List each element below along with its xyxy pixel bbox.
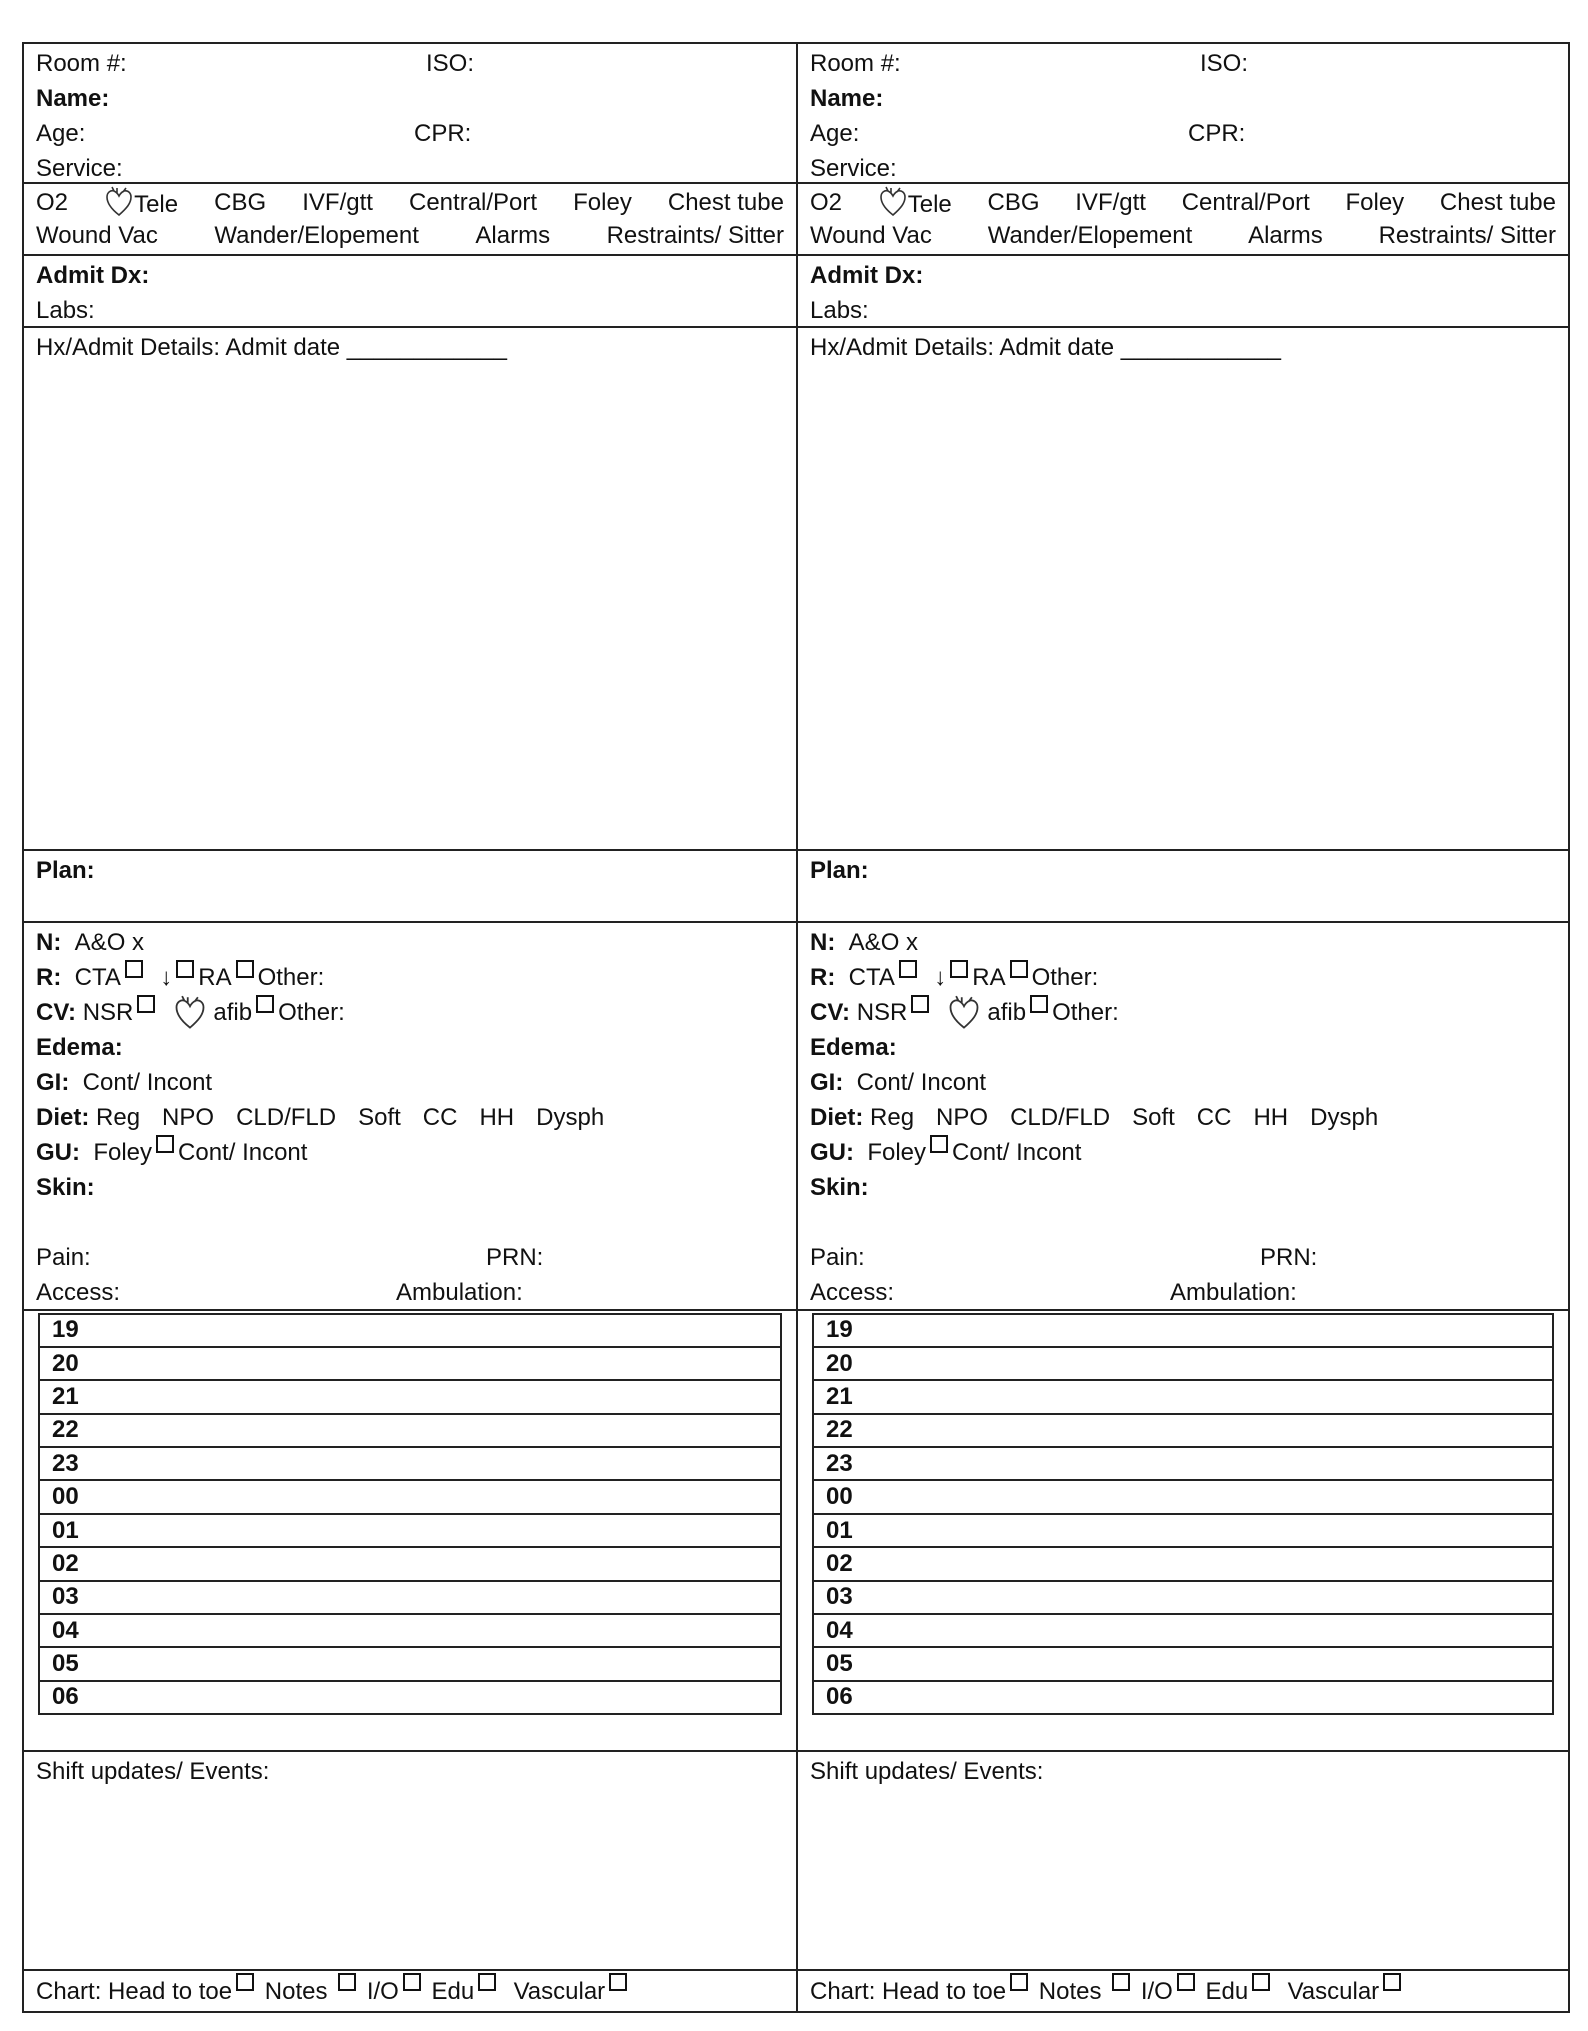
edu-checkbox[interactable]: [1252, 1973, 1270, 1991]
hour-cell[interactable]: 01: [39, 1514, 781, 1547]
access-label[interactable]: Access:: [810, 1278, 895, 1306]
hourly-section: [24, 1311, 796, 1752]
hour-row[interactable]: [39, 1681, 781, 1714]
hour-cell[interactable]: 19: [39, 1314, 781, 1347]
hour-cell[interactable]: 06: [39, 1681, 781, 1714]
care-tags-section: [24, 184, 796, 256]
diet-hh[interactable]: HH: [1253, 1103, 1289, 1131]
hour-cell[interactable]: 04: [39, 1614, 781, 1647]
tag-tele[interactable]: [878, 186, 952, 219]
hour-row[interactable]: [39, 1414, 781, 1447]
vascular-checkbox[interactable]: [609, 1973, 627, 1991]
care-tags-section: [798, 184, 1568, 256]
hourly-table: [812, 1313, 1554, 1716]
shift-updates-label: Shift updates/ Events:: [36, 1757, 270, 1785]
cpr-label[interactable]: CPR:: [1188, 120, 1246, 147]
tag-restraints[interactable]: Restraints/ Sitter: [1378, 222, 1556, 249]
tag-wound-vac[interactable]: Wound Vac: [36, 222, 158, 249]
room-label[interactable]: Room #:: [36, 50, 127, 77]
service-label[interactable]: Service:: [36, 155, 123, 182]
tag-wander[interactable]: Wander/Elopement: [987, 222, 1193, 249]
gi-label: GI:: [36, 1068, 70, 1096]
name-label[interactable]: Name:: [810, 85, 884, 112]
admit-dx-label[interactable]: Admit Dx:: [810, 261, 924, 289]
hour-cell[interactable]: 03: [813, 1581, 1553, 1614]
patient-column-left: [24, 44, 796, 2011]
tag-tele-label: Tele: [134, 191, 179, 218]
diet-npo[interactable]: NPO: [162, 1103, 215, 1131]
age-label[interactable]: Age:: [810, 120, 860, 147]
plan-label: Plan:: [36, 856, 95, 884]
systems-section: [798, 923, 1568, 1311]
hour-cell[interactable]: 22: [39, 1414, 781, 1447]
diet-cc[interactable]: CC: [422, 1103, 458, 1131]
chart-checklist-section: [798, 1971, 1568, 2011]
vascular-checkbox[interactable]: [1383, 1973, 1401, 1991]
hx-admit-label: Hx/Admit Details: Admit date ____________: [810, 333, 1281, 361]
hour-cell[interactable]: 21: [813, 1380, 1553, 1413]
chart-notes: Notes: [1038, 1978, 1102, 2005]
cta-checkbox[interactable]: [125, 960, 143, 978]
notes-checkbox[interactable]: [1112, 1973, 1130, 1991]
diet-dysph[interactable]: Dysph: [536, 1103, 605, 1131]
hour-row[interactable]: [813, 1380, 1553, 1413]
diet-soft[interactable]: Soft: [358, 1103, 401, 1131]
iso-label[interactable]: ISO:: [1200, 50, 1249, 77]
hour-cell[interactable]: 00: [813, 1480, 1553, 1513]
room-label[interactable]: Room #:: [810, 50, 901, 77]
skin-label[interactable]: Skin:: [36, 1173, 95, 1201]
hour-cell[interactable]: 04: [813, 1614, 1553, 1647]
head-to-toe-checkbox[interactable]: [236, 1973, 254, 1991]
diminished-checkbox[interactable]: [950, 960, 968, 978]
gu-label: GU:: [36, 1138, 80, 1166]
hour-row[interactable]: [813, 1514, 1553, 1547]
pain-label[interactable]: Pain:: [36, 1243, 91, 1271]
ambulation-label[interactable]: Ambulation:: [396, 1278, 523, 1306]
resp-label: R:: [810, 963, 836, 991]
tag-wound-vac[interactable]: Wound Vac: [810, 222, 932, 249]
chart-io: I/O: [1140, 1978, 1173, 2005]
cardio-nsr: NSR: [82, 998, 134, 1026]
chart-notes: Notes: [264, 1978, 328, 2005]
gi-text[interactable]: Cont/ Incont: [856, 1068, 987, 1096]
labs-label[interactable]: Labs:: [810, 296, 869, 324]
hour-cell[interactable]: 23: [39, 1447, 781, 1480]
hour-cell[interactable]: 20: [39, 1347, 781, 1380]
tag-o2[interactable]: O2: [36, 189, 69, 216]
hour-row[interactable]: [39, 1480, 781, 1513]
hour-row[interactable]: [813, 1347, 1553, 1380]
hour-row[interactable]: [813, 1314, 1553, 1347]
hour-row[interactable]: [39, 1380, 781, 1413]
down-arrow-icon: ↓: [934, 963, 947, 991]
hour-row[interactable]: [813, 1447, 1553, 1480]
diet-cld-fld[interactable]: CLD/FLD: [236, 1103, 337, 1131]
tag-foley[interactable]: Foley: [1345, 189, 1405, 216]
hour-cell[interactable]: 01: [813, 1514, 1553, 1547]
hour-cell[interactable]: 05: [39, 1647, 781, 1680]
tag-cbg[interactable]: CBG: [987, 189, 1040, 216]
tag-ivf[interactable]: IVF/gtt: [1075, 189, 1146, 216]
nsr-checkbox[interactable]: [911, 995, 929, 1013]
diet-label: Diet:: [810, 1103, 864, 1131]
prn-label[interactable]: PRN:: [486, 1243, 544, 1271]
hour-row[interactable]: [39, 1314, 781, 1347]
hour-row[interactable]: [39, 1447, 781, 1480]
heart-icon: [947, 995, 981, 1031]
labs-label[interactable]: Labs:: [36, 296, 95, 324]
patient-column-right: [796, 44, 1568, 2011]
hour-cell[interactable]: 06: [813, 1681, 1553, 1714]
access-label[interactable]: Access:: [36, 1278, 121, 1306]
systems-section: [24, 923, 796, 1311]
tag-central-port[interactable]: Central/Port: [409, 189, 538, 216]
hx-admit-label: Hx/Admit Details: Admit date ____________: [36, 333, 507, 361]
pain-label[interactable]: Pain:: [810, 1243, 865, 1271]
cpr-label[interactable]: CPR:: [414, 120, 472, 147]
afib-checkbox[interactable]: [256, 995, 274, 1013]
resp-cta: CTA: [74, 963, 121, 991]
admit-dx-section: [798, 256, 1568, 328]
hour-row[interactable]: [39, 1547, 781, 1580]
hour-row[interactable]: [813, 1547, 1553, 1580]
tag-o2[interactable]: O2: [810, 189, 843, 216]
hour-cell[interactable]: 23: [813, 1447, 1553, 1480]
plan-section[interactable]: [24, 851, 796, 923]
chart-checklist-section: [24, 1971, 796, 2011]
resp-other[interactable]: Other:: [1031, 963, 1099, 991]
tag-restraints[interactable]: Restraints/ Sitter: [606, 222, 784, 249]
ra-checkbox[interactable]: [1010, 960, 1028, 978]
tag-ivf[interactable]: IVF/gtt: [302, 189, 373, 216]
admit-dx-section: [24, 256, 796, 328]
plan-section[interactable]: [798, 851, 1568, 923]
tag-alarms[interactable]: Alarms: [475, 222, 551, 249]
cardio-label: CV:: [36, 998, 77, 1026]
hour-row[interactable]: [39, 1347, 781, 1380]
neuro-text[interactable]: A&O x: [74, 928, 145, 956]
resp-label: R:: [36, 963, 62, 991]
hour-cell[interactable]: 02: [39, 1547, 781, 1580]
neuro-text[interactable]: A&O x: [848, 928, 919, 956]
diet-soft[interactable]: Soft: [1132, 1103, 1175, 1131]
hour-row[interactable]: [39, 1514, 781, 1547]
hour-cell[interactable]: 19: [813, 1314, 1553, 1347]
heart-icon: [173, 995, 207, 1031]
history-section[interactable]: [798, 328, 1568, 851]
chart-edu: Edu: [431, 1978, 475, 2005]
hour-cell[interactable]: 05: [813, 1647, 1553, 1680]
diet-npo[interactable]: NPO: [936, 1103, 989, 1131]
hour-cell[interactable]: 21: [39, 1380, 781, 1413]
hourly-table-body: [39, 1314, 781, 1715]
resp-cta: CTA: [848, 963, 895, 991]
cta-checkbox[interactable]: [899, 960, 917, 978]
hour-row[interactable]: [813, 1581, 1553, 1614]
io-checkbox[interactable]: [1177, 1973, 1195, 1991]
hour-cell[interactable]: 22: [813, 1414, 1553, 1447]
tag-cbg[interactable]: CBG: [214, 189, 267, 216]
gu-foley: Foley: [93, 1138, 153, 1166]
edema-label[interactable]: Edema:: [36, 1033, 123, 1061]
head-to-toe-checkbox[interactable]: [1010, 1973, 1028, 1991]
cardio-other[interactable]: Other:: [1052, 998, 1119, 1026]
gu-text[interactable]: Cont/ Incont: [178, 1138, 308, 1166]
hour-row[interactable]: [813, 1647, 1553, 1680]
hourly-table: [38, 1313, 782, 1716]
diet-cld-fld[interactable]: CLD/FLD: [1010, 1103, 1111, 1131]
chart-vascular: Vascular: [513, 1978, 606, 2005]
chart-vascular: Vascular: [1287, 1978, 1380, 2005]
heart-icon: [104, 186, 134, 218]
gu-foley-checkbox[interactable]: [156, 1135, 174, 1153]
gu-foley: Foley: [867, 1138, 927, 1166]
hour-row[interactable]: [39, 1647, 781, 1680]
chart-io: I/O: [366, 1978, 399, 2005]
neuro-label: N:: [36, 928, 62, 956]
io-checkbox[interactable]: [403, 1973, 421, 1991]
hour-cell[interactable]: 00: [39, 1480, 781, 1513]
gi-text[interactable]: Cont/ Incont: [82, 1068, 213, 1096]
notes-checkbox[interactable]: [338, 1973, 356, 1991]
tag-chest-tube[interactable]: Chest tube: [1439, 189, 1556, 216]
hour-row[interactable]: [39, 1614, 781, 1647]
hour-cell[interactable]: 20: [813, 1347, 1553, 1380]
name-label[interactable]: Name:: [36, 85, 110, 112]
tag-wander[interactable]: Wander/Elopement: [214, 222, 419, 249]
hour-row[interactable]: [813, 1414, 1553, 1447]
down-arrow-icon: ↓: [160, 963, 173, 991]
plan-label: Plan:: [810, 856, 869, 884]
heart-icon: [878, 186, 908, 218]
hour-row[interactable]: [39, 1581, 781, 1614]
age-label[interactable]: Age:: [36, 120, 86, 147]
tag-tele-label: Tele: [907, 191, 952, 218]
nsr-checkbox[interactable]: [137, 995, 155, 1013]
service-label[interactable]: Service:: [810, 155, 897, 182]
hour-row[interactable]: [813, 1614, 1553, 1647]
cardio-afib: afib: [213, 998, 253, 1026]
resp-other[interactable]: Other:: [257, 963, 325, 991]
diet-hh[interactable]: HH: [479, 1103, 515, 1131]
diet-reg[interactable]: Reg: [96, 1103, 141, 1131]
gu-foley-checkbox[interactable]: [930, 1135, 948, 1153]
diminished-checkbox[interactable]: [176, 960, 194, 978]
tag-tele[interactable]: [104, 186, 178, 219]
tag-chest-tube[interactable]: Chest tube: [667, 189, 784, 216]
gu-text[interactable]: Cont/ Incont: [952, 1138, 1082, 1166]
tag-central-port[interactable]: Central/Port: [1181, 189, 1310, 216]
ra-checkbox[interactable]: [236, 960, 254, 978]
diet-label: Diet:: [36, 1103, 90, 1131]
patient-info-section: [798, 44, 1568, 184]
shift-updates-label: Shift updates/ Events:: [810, 1757, 1044, 1785]
iso-label[interactable]: ISO:: [426, 50, 475, 77]
tag-alarms[interactable]: Alarms: [1248, 222, 1323, 249]
shift-updates-section[interactable]: [24, 1752, 796, 1972]
prn-label[interactable]: PRN:: [1260, 1243, 1318, 1271]
hourly-section: [798, 1311, 1568, 1752]
hour-row[interactable]: [813, 1681, 1553, 1714]
diet-dysph[interactable]: Dysph: [1310, 1103, 1379, 1131]
skin-label[interactable]: Skin:: [810, 1173, 869, 1201]
ambulation-label[interactable]: Ambulation:: [1170, 1278, 1297, 1306]
diet-reg[interactable]: Reg: [870, 1103, 915, 1131]
edu-checkbox[interactable]: [478, 1973, 496, 1991]
admit-dx-label[interactable]: Admit Dx:: [36, 261, 150, 289]
resp-ra: RA: [972, 963, 1006, 991]
cardio-afib: afib: [987, 998, 1027, 1026]
afib-checkbox[interactable]: [1030, 995, 1048, 1013]
gu-label: GU:: [810, 1138, 854, 1166]
history-section[interactable]: [24, 328, 796, 851]
edema-label[interactable]: Edema:: [810, 1033, 897, 1061]
hour-cell[interactable]: 02: [813, 1547, 1553, 1580]
chart-head-to-toe: Chart: Head to toe: [36, 1978, 233, 2005]
hourly-table-body: [813, 1314, 1553, 1715]
chart-head-to-toe: Chart: Head to toe: [810, 1978, 1007, 2005]
cardio-nsr: NSR: [856, 998, 908, 1026]
shift-updates-section[interactable]: [798, 1752, 1568, 1972]
hour-cell[interactable]: 03: [39, 1581, 781, 1614]
diet-cc[interactable]: CC: [1196, 1103, 1232, 1131]
report-sheet: [22, 42, 1570, 2013]
neuro-label: N:: [810, 928, 836, 956]
resp-ra: RA: [198, 963, 232, 991]
cardio-other[interactable]: Other:: [278, 998, 345, 1026]
chart-edu: Edu: [1205, 1978, 1249, 2005]
gi-label: GI:: [810, 1068, 844, 1096]
tag-foley[interactable]: Foley: [573, 189, 632, 216]
hour-row[interactable]: [813, 1480, 1553, 1513]
patient-info-section: [24, 44, 796, 184]
cardio-label: CV:: [810, 998, 851, 1026]
